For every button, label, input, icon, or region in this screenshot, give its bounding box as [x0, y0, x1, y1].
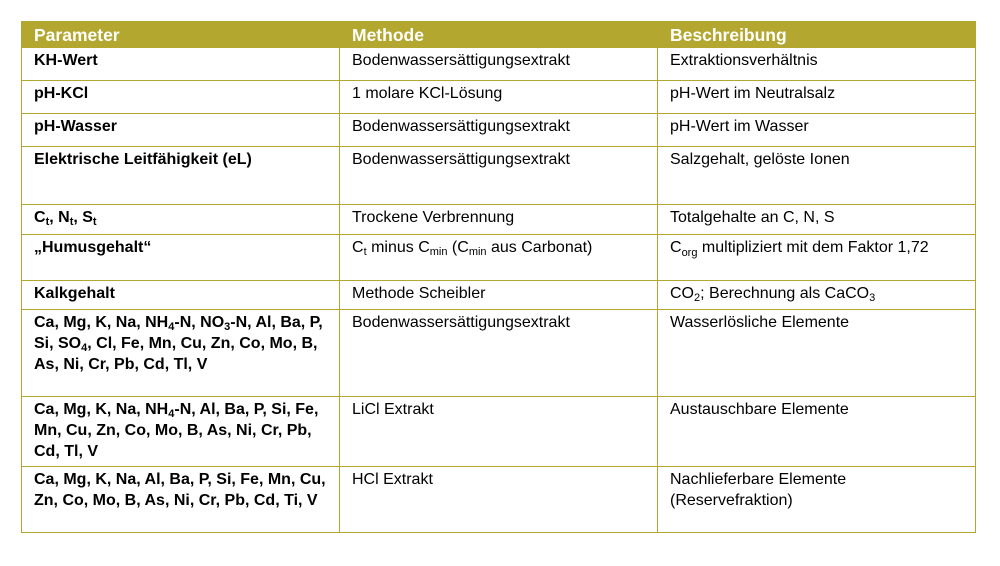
- table-row: [22, 310, 976, 397]
- table-row: [22, 205, 976, 235]
- beschreibung-cell: Austauschbare Elemente: [658, 397, 976, 467]
- header-parameter: Parameter: [22, 22, 340, 48]
- beschreibung-cell: CO2; Berechnung als CaCO3: [658, 281, 976, 310]
- parameter-cell: Ct, Nt, St: [22, 205, 340, 235]
- parameter-cell: Ca, Mg, K, Na, Al, Ba, P, Si, Fe, Mn, Cu, Zn, Co, Mo, B, As, Ni, Cr, Pb, Cd, Ti, V: [22, 467, 340, 533]
- parameter-cell: Kalkgehalt: [22, 281, 340, 310]
- beschreibung-cell: $C_{org}$ multipliziert mit dem Faktor 1,72: [658, 235, 976, 281]
- methode-cell: Trockene Verbrennung: [340, 205, 658, 235]
- table-row: [22, 281, 976, 310]
- header-row: [22, 22, 976, 48]
- header-methode: Methode: [340, 22, 658, 48]
- methode-cell: LiCl Extrakt: [340, 397, 658, 467]
- beschreibung-cell: pH-Wert im Wasser: [658, 114, 976, 147]
- methode-cell: Bodenwassersättigungsextrakt: [340, 147, 658, 205]
- parameter-cell: pH-KCl: [22, 81, 340, 114]
- parameter-table: [21, 21, 976, 533]
- beschreibung-cell: Totalgehalte an C, N, S: [658, 205, 976, 235]
- table-row: [22, 467, 976, 533]
- methode-cell: Bodenwassersättigungsextrakt: [340, 114, 658, 147]
- table-row: [22, 114, 976, 147]
- methode-cell: Bodenwassersättigungsextrakt: [340, 310, 658, 397]
- parameter-cell: „Humusgehalt“: [22, 235, 340, 281]
- parameter-cell: pH-Wasser: [22, 114, 340, 147]
- methode-cell: 1 molare KCl-Lösung: [340, 81, 658, 114]
- beschreibung-cell: Wasserlösliche Elemente: [658, 310, 976, 397]
- methode-cell: Bodenwassersättigungsextrakt: [340, 48, 658, 81]
- header-beschreibung: Beschreibung: [658, 22, 976, 48]
- table-row: [22, 147, 976, 205]
- parameter-cell: KH-Wert: [22, 48, 340, 81]
- beschreibung-cell: Salzgehalt, gelöste Ionen: [658, 147, 976, 205]
- table-row: [22, 397, 976, 467]
- parameter-cell: Ca, Mg, K, Na, NH4-N, Al, Ba, P, Si, Fe, Mn, Cu, Zn, Co, Mo, B, As, Ni, Cr, Pb, Cd, Tl, V: [22, 397, 340, 467]
- beschreibung-cell: Nachlieferbare Elemente (Reservefraktion): [658, 467, 976, 533]
- methode-cell: HCl Extrakt: [340, 467, 658, 533]
- beschreibung-cell: Extraktionsverhältnis: [658, 48, 976, 81]
- beschreibung-cell: pH-Wert im Neutralsalz: [658, 81, 976, 114]
- methode-cell: Methode Scheibler: [340, 281, 658, 310]
- parameter-cell: Ca, Mg, K, Na, NH4-N, NO3-N, Al, Ba, P, Si, SO4, Cl, Fe, Mn, Cu, Zn, Co, Mo, B, As, Ni, Cr, Pb, Cd, Tl, V: [22, 310, 340, 397]
- table-row: [22, 81, 976, 114]
- table-row: [22, 48, 976, 81]
- table-row: [22, 235, 976, 281]
- parameter-cell: Elektrische Leitfähigkeit (eL): [22, 147, 340, 205]
- methode-cell: Ct minus Cmin (Cmin aus Carbonat): [340, 235, 658, 281]
